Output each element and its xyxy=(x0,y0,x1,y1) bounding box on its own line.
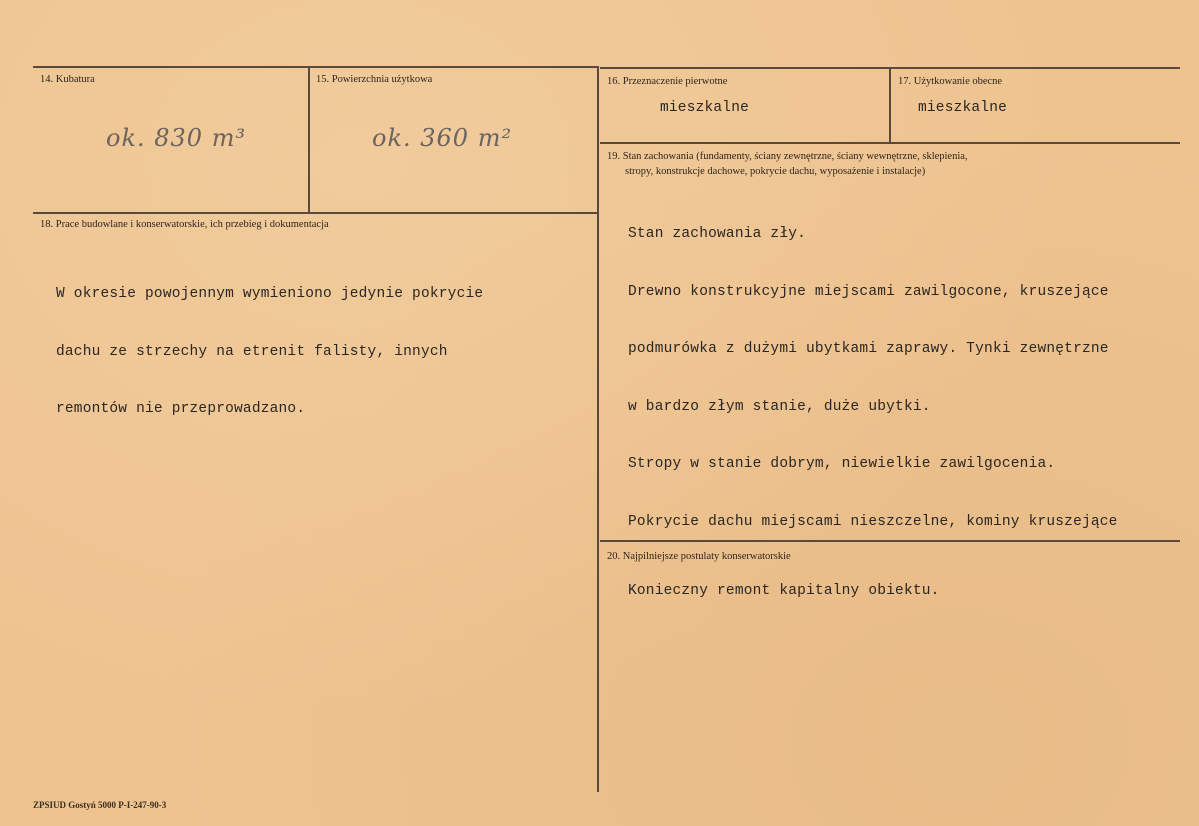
field-19-line: Pokrycie dachu miejscami nieszczelne, kominy kruszejące xyxy=(628,513,1118,530)
field-17-label: 17. Użytkowanie obecne xyxy=(898,76,1003,87)
field-19-line: w bardzo złym stanie, duże ubytki. xyxy=(628,398,931,415)
field-15-label: 15. Powierzchnia użytkowa xyxy=(316,74,433,85)
field-14-label: 14. Kubatura xyxy=(40,74,95,85)
field-15-handwritten-value: ok. 360 m² xyxy=(372,124,513,152)
divider-14-15 xyxy=(308,66,310,212)
field-18-text xyxy=(56,250,483,455)
divider-16-17 xyxy=(889,67,891,142)
field-19-line: Stan zachowania zły. xyxy=(628,226,807,242)
top-rule-left xyxy=(33,66,597,68)
field-19-line: Drewno konstrukcyjne miejscami zawilgocone, kruszejące xyxy=(628,283,1109,300)
field-16-value: mieszkalne xyxy=(660,100,750,116)
field-18-label: 18. Prace budowlane i konserwatorskie, ich przebieg i dokumentacja xyxy=(40,219,329,230)
field-19-label-line1: 19. Stan zachowania (fundamenty, ściany zewnętrzne, ściany wewnętrzne, sklepienia, xyxy=(607,151,968,162)
field-19-line: podmurówka z dużymi ubytkami zaprawy. Tynki zewnętrzne xyxy=(628,341,1109,357)
field-19-text xyxy=(628,190,1118,567)
print-code-footer: ZPSIUD Gostyń 5000 P-I-247-90-3 xyxy=(33,800,167,810)
field-20-value: Konieczny remont kapitalny obiektu. xyxy=(628,583,940,599)
field-19-line: Stropy w stanie dobrym, niewielkie zawilgocenia. xyxy=(628,456,1056,472)
rule-below-14-15 xyxy=(33,212,597,214)
field-16-label: 16. Przeznaczenie pierwotne xyxy=(607,76,728,87)
field-18-line: W okresie powojennym wymieniono jedynie pokrycie xyxy=(56,286,484,302)
center-divider xyxy=(597,66,599,792)
field-18-line: dachu ze strzechy na etrenit falisty, innych xyxy=(56,343,448,360)
field-14-handwritten-value: ok. 830 m³ xyxy=(106,124,247,152)
field-18-line: remontów nie przeprowadzano. xyxy=(56,401,306,417)
rule-below-16-17 xyxy=(600,142,1180,144)
field-19-label-line2: stropy, konstrukcje dachowe, pokrycie dachu, wyposażenie i instalacje) xyxy=(625,166,926,177)
field-20-label: 20. Najpilniejsze postulaty konserwatorskie xyxy=(607,551,791,562)
field-17-value: mieszkalne xyxy=(918,100,1008,116)
